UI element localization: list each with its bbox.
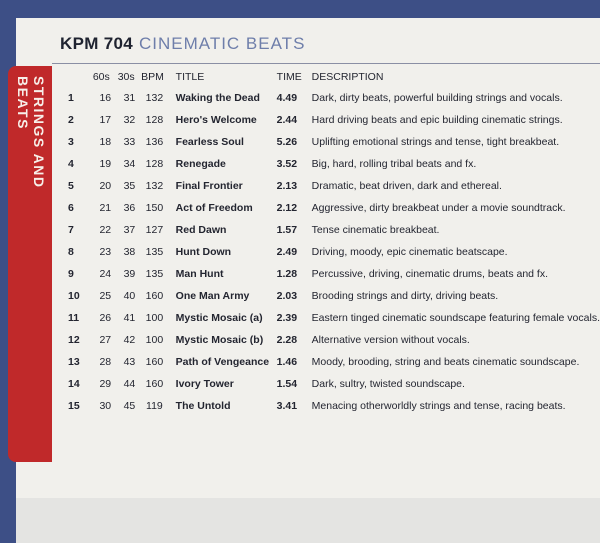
col-bpm: BPM <box>141 71 164 83</box>
track-60s-cue: 29 <box>99 378 112 390</box>
track-30s-cue: 39 <box>123 268 136 280</box>
track-title: Ivory Tower <box>175 378 234 390</box>
track-table-header <box>60 67 600 87</box>
track-title: Waking the Dead <box>175 92 260 104</box>
table-row <box>60 307 600 329</box>
track-bpm: 128 <box>145 114 164 126</box>
track-number: 4 <box>68 158 74 170</box>
track-time: 5.26 <box>276 136 298 148</box>
track-number: 8 <box>68 246 74 258</box>
col-time: TIME <box>276 71 302 83</box>
table-row <box>60 329 600 351</box>
track-description: Driving, moody, epic cinematic beatscape. <box>311 246 508 258</box>
track-title: Man Hunt <box>175 268 224 280</box>
track-time: 2.13 <box>276 180 298 192</box>
side-tab-label: STRINGS AND BEATS <box>15 76 47 189</box>
track-30s-cue: 40 <box>123 290 136 302</box>
table-row <box>60 87 600 109</box>
col-title: TITLE <box>175 71 205 83</box>
table-row <box>60 285 600 307</box>
track-30s-cue: 33 <box>123 136 136 148</box>
track-30s-cue: 42 <box>123 334 136 346</box>
track-number: 7 <box>68 224 74 236</box>
track-description: Moody, brooding, string and beats cinematic soundscape. <box>311 356 580 368</box>
track-60s-cue: 21 <box>99 202 112 214</box>
track-number: 6 <box>68 202 74 214</box>
track-bpm: 100 <box>145 312 164 324</box>
track-60s-cue: 19 <box>99 158 112 170</box>
track-description: Dark, sultry, twisted soundscape. <box>311 378 465 390</box>
table-row <box>60 373 600 395</box>
track-60s-cue: 20 <box>99 180 112 192</box>
track-60s-cue: 28 <box>99 356 112 368</box>
track-bpm: 160 <box>145 378 164 390</box>
track-title: Final Frontier <box>175 180 243 192</box>
track-title: Fearless Soul <box>175 136 244 148</box>
track-60s-cue: 24 <box>99 268 112 280</box>
table-row <box>60 175 600 197</box>
track-table <box>60 67 600 417</box>
track-number: 9 <box>68 268 74 280</box>
album-code: KPM 704 <box>60 34 133 53</box>
track-description: Brooding strings and dirty, driving beats. <box>311 290 499 302</box>
table-row <box>60 351 600 373</box>
track-description: Alternative version without vocals. <box>311 334 470 346</box>
track-30s-cue: 44 <box>123 378 136 390</box>
track-60s-cue: 17 <box>99 114 112 126</box>
track-60s-cue: 27 <box>99 334 112 346</box>
track-number: 10 <box>68 290 80 302</box>
track-time: 1.46 <box>276 356 298 368</box>
track-number: 12 <box>68 334 80 346</box>
track-number: 11 <box>68 312 80 324</box>
album-name: CINEMATIC BEATS <box>138 34 306 53</box>
track-30s-cue: 31 <box>123 92 136 104</box>
track-title: Mystic Mosaic (b) <box>175 334 264 346</box>
track-title: Red Dawn <box>175 224 227 236</box>
track-time: 2.39 <box>276 312 298 324</box>
track-30s-cue: 32 <box>123 114 136 126</box>
track-time: 2.12 <box>276 202 298 214</box>
track-bpm: 135 <box>145 268 164 280</box>
track-bpm: 100 <box>145 334 164 346</box>
track-30s-cue: 38 <box>123 246 136 258</box>
track-title: Act of Freedom <box>175 202 253 214</box>
track-number: 3 <box>68 136 74 148</box>
track-bpm: 132 <box>145 92 164 104</box>
track-number: 1 <box>68 92 74 104</box>
track-description: Percussive, driving, cinematic drums, beats and fx. <box>311 268 549 280</box>
track-60s-cue: 26 <box>99 312 112 324</box>
table-row <box>60 153 600 175</box>
track-description: Big, hard, rolling tribal beats and fx. <box>311 158 477 170</box>
table-row <box>60 109 600 131</box>
track-description: Dramatic, beat driven, dark and ethereal. <box>311 180 502 192</box>
track-30s-cue: 35 <box>123 180 136 192</box>
track-time: 1.57 <box>276 224 298 236</box>
track-30s-cue: 37 <box>123 224 136 236</box>
track-description: Tense cinematic breakbeat. <box>311 224 440 236</box>
track-description: Dark, dirty beats, powerful building strings and vocals. <box>311 92 563 104</box>
track-time: 4.49 <box>276 92 298 104</box>
track-60s-cue: 25 <box>99 290 112 302</box>
album-title <box>60 34 305 54</box>
track-60s-cue: 22 <box>99 224 112 236</box>
track-bpm: 135 <box>145 246 164 258</box>
track-bpm: 160 <box>145 356 164 368</box>
track-number: 2 <box>68 114 74 126</box>
track-30s-cue: 34 <box>123 158 136 170</box>
track-bpm: 119 <box>146 400 163 412</box>
col-description: DESCRIPTION <box>311 71 384 83</box>
track-time: 2.03 <box>276 290 298 302</box>
table-row <box>60 263 600 285</box>
track-bpm: 150 <box>145 202 164 214</box>
sheet-bottom-band <box>16 498 600 543</box>
track-description: Uplifting emotional strings and tense, tight breakbeat. <box>311 136 560 148</box>
track-time: 1.54 <box>276 378 298 390</box>
track-number: 13 <box>68 356 80 368</box>
track-bpm: 132 <box>145 180 164 192</box>
track-time: 1.28 <box>276 268 298 280</box>
track-title: One Man Army <box>175 290 250 302</box>
track-bpm: 128 <box>145 158 164 170</box>
track-title: Hero's Welcome <box>175 114 257 126</box>
track-60s-cue: 16 <box>99 92 112 104</box>
track-time: 3.52 <box>276 158 298 170</box>
track-number: 5 <box>68 180 74 192</box>
track-30s-cue: 45 <box>123 400 136 412</box>
track-number: 14 <box>68 378 80 390</box>
table-row <box>60 131 600 153</box>
table-row <box>60 241 600 263</box>
track-title: Path of Vengeance <box>175 356 270 368</box>
track-bpm: 160 <box>145 290 164 302</box>
track-time: 2.49 <box>276 246 298 258</box>
track-30s-cue: 43 <box>123 356 136 368</box>
track-title: Renegade <box>175 158 226 170</box>
track-60s-cue: 30 <box>99 400 112 412</box>
track-time: 3.41 <box>276 400 298 412</box>
title-rule <box>52 63 600 64</box>
track-30s-cue: 36 <box>123 202 136 214</box>
track-bpm: 127 <box>145 224 164 236</box>
col-30s: 30s <box>117 71 135 83</box>
track-time: 2.28 <box>276 334 298 346</box>
track-description: Hard driving beats and epic building cinematic strings. <box>311 114 563 126</box>
track-bpm: 136 <box>145 136 164 148</box>
track-time: 2.44 <box>276 114 298 126</box>
track-description: Eastern tinged cinematic soundscape featuring female vocals. <box>311 312 600 324</box>
track-rows <box>60 87 600 417</box>
track-title: Mystic Mosaic (a) <box>175 312 263 324</box>
track-30s-cue: 41 <box>123 312 136 324</box>
track-description: Menacing otherworldly strings and tense, racing beats. <box>311 400 566 412</box>
track-60s-cue: 23 <box>99 246 112 258</box>
table-row <box>60 197 600 219</box>
col-number <box>60 67 93 87</box>
track-title: The Untold <box>175 400 231 412</box>
track-number: 15 <box>68 400 80 412</box>
track-description: Aggressive, dirty breakbeat under a movie soundtrack. <box>311 202 566 214</box>
table-row <box>60 219 600 241</box>
track-title: Hunt Down <box>175 246 232 258</box>
table-row <box>60 395 600 417</box>
track-60s-cue: 18 <box>99 136 112 148</box>
col-60s: 60s <box>92 71 110 83</box>
